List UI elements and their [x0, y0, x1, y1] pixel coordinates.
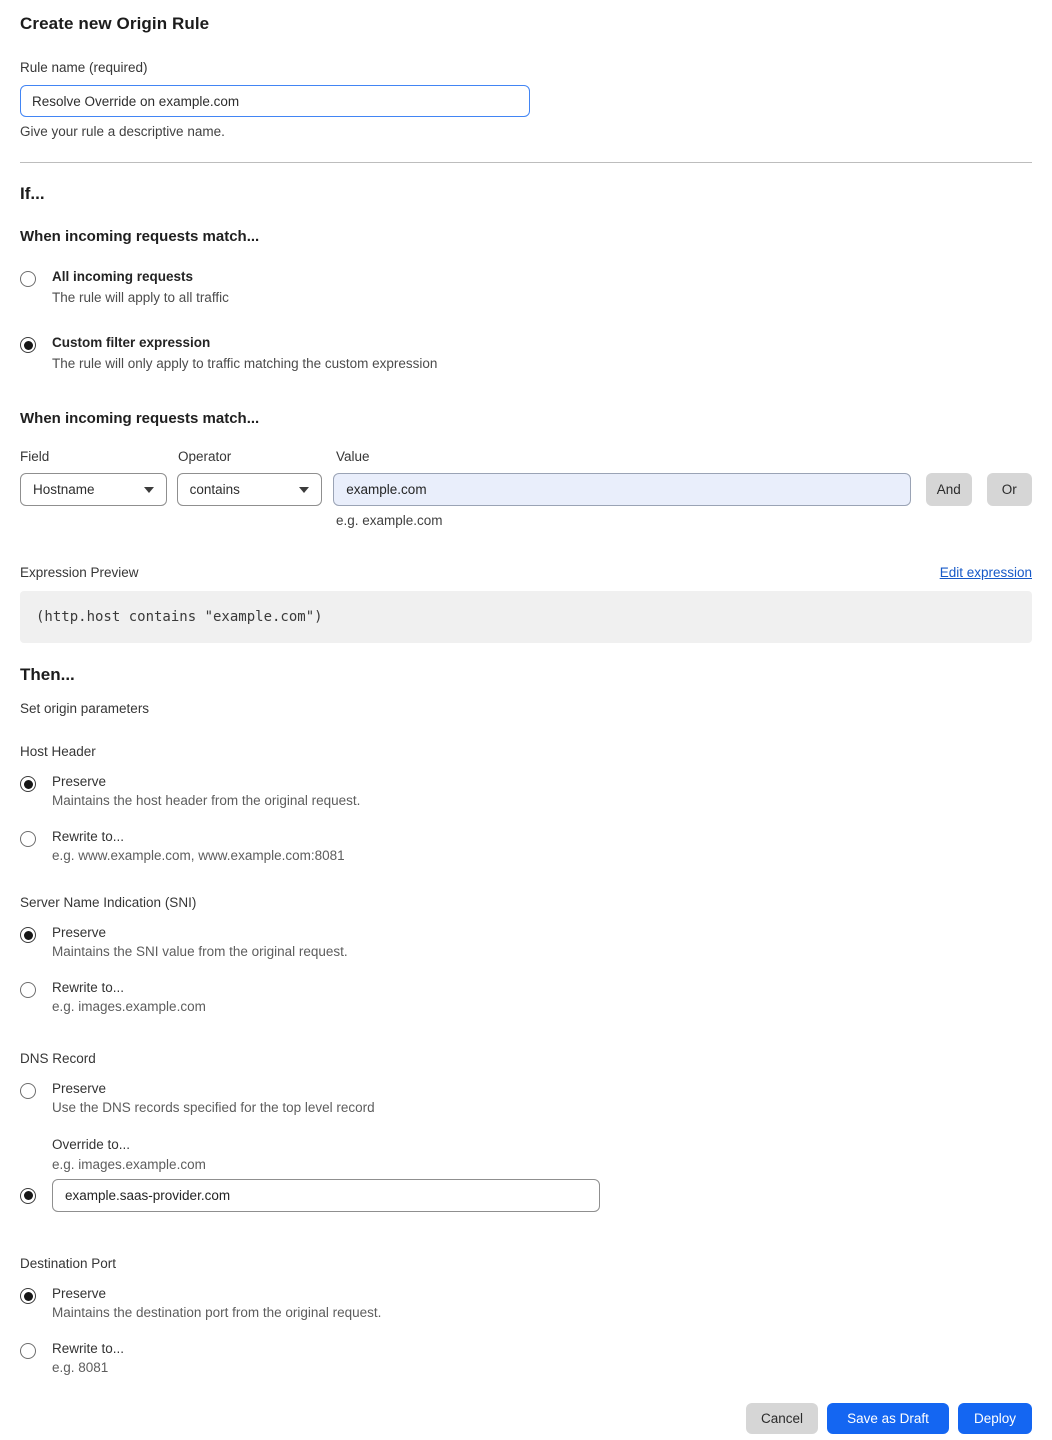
radio-text [52, 925, 348, 959]
radio-text [52, 829, 345, 863]
radio-sni-preserve[interactable] [20, 925, 1032, 959]
radio-icon[interactable] [20, 337, 36, 353]
value-hint: e.g. example.com [336, 513, 443, 528]
chevron-down-icon [299, 487, 309, 493]
operator-select[interactable] [177, 473, 323, 506]
radio-host-header-preserve[interactable] [20, 774, 1032, 808]
radio-text [52, 1286, 381, 1320]
radio-icon[interactable] [20, 271, 36, 287]
radio-text [52, 335, 437, 371]
radio-text [52, 1341, 124, 1375]
then-heading: Then... [20, 665, 75, 684]
radio-icon[interactable] [20, 776, 36, 792]
value-input[interactable] [333, 473, 911, 506]
page-title: Create new Origin Rule [20, 14, 210, 33]
radio-sni-rewrite[interactable] [20, 980, 1032, 1014]
or-button[interactable]: Or [987, 473, 1032, 506]
radio-destination-port-preserve[interactable] [20, 1286, 1032, 1320]
cancel-button[interactable]: Cancel [746, 1403, 818, 1434]
filter-column-labels [20, 449, 1032, 464]
radio-text [52, 1081, 375, 1115]
rule-name-input[interactable] [20, 85, 530, 117]
radio-option-description: Maintains the destination port from the original request. [52, 1305, 382, 1320]
radio-option-label: Preserve [52, 774, 107, 789]
dns-override-block [52, 1137, 1032, 1172]
dns-override-input[interactable] [52, 1179, 600, 1212]
radio-dns-preserve[interactable] [20, 1081, 1032, 1115]
radio-option-label: Rewrite to... [52, 829, 125, 844]
radio-icon[interactable] [20, 831, 36, 847]
if-heading: If... [20, 184, 45, 203]
radio-icon[interactable] [20, 1343, 36, 1359]
dns-record-title: DNS Record [20, 1051, 96, 1066]
radio-option-description: Maintains the host header from the original request. [52, 793, 361, 808]
radio-text [52, 980, 206, 1014]
filter-expression-row [20, 473, 1032, 506]
radio-text [52, 774, 360, 808]
chevron-down-icon [144, 487, 154, 493]
radio-option-description: e.g. images.example.com [52, 999, 206, 1014]
form-footer [20, 1403, 1032, 1434]
radio-icon[interactable] [20, 927, 36, 943]
radio-icon[interactable] [20, 1083, 36, 1099]
expression-preview-header [20, 565, 1032, 580]
radio-option-label: Preserve [52, 1286, 107, 1301]
field-select-value: Hostname [33, 482, 95, 497]
expression-code: (http.host contains "example.com") [36, 609, 323, 625]
radio-option-label: Rewrite to... [52, 1341, 125, 1356]
save-as-draft-button[interactable]: Save as Draft [827, 1403, 949, 1434]
field-select[interactable] [20, 473, 167, 506]
if-subheading: When incoming requests match... [20, 228, 260, 245]
dns-override-label: Override to... [52, 1137, 131, 1152]
rule-name-label: Rule name (required) [20, 60, 148, 75]
radio-icon[interactable] [20, 982, 36, 998]
radio-text [52, 269, 229, 305]
rule-name-help: Give your rule a descriptive name. [20, 124, 225, 139]
radio-option-label: Custom filter expression [52, 335, 211, 350]
expression-preview-box [20, 591, 1032, 643]
field-label: Field [20, 449, 50, 464]
operator-select-value: contains [189, 482, 240, 497]
radio-option-custom-filter-expression[interactable] [20, 335, 1032, 371]
filter-builder-heading: When incoming requests match... [20, 410, 260, 427]
radio-option-label: Preserve [52, 1081, 107, 1096]
radio-option-description: e.g. 8081 [52, 1360, 109, 1375]
radio-icon[interactable] [20, 1288, 36, 1304]
then-subheading: Set origin parameters [20, 701, 150, 716]
radio-option-label: Preserve [52, 925, 107, 940]
radio-host-header-rewrite[interactable] [20, 829, 1032, 863]
radio-option-all-incoming-requests[interactable] [20, 269, 1032, 305]
radio-option-description: Maintains the SNI value from the original request. [52, 944, 348, 959]
radio-option-description: The rule will only apply to traffic matching the custom expression [52, 356, 438, 371]
radio-option-label: All incoming requests [52, 269, 194, 284]
sni-title: Server Name Indication (SNI) [20, 895, 197, 910]
edit-expression-link[interactable]: Edit expression [939, 565, 1032, 580]
radio-option-description: The rule will apply to all traffic [52, 290, 229, 305]
dns-override-row [20, 1179, 1032, 1212]
radio-option-description: Use the DNS records specified for the top level record [52, 1100, 375, 1115]
dns-override-hint: e.g. images.example.com [52, 1157, 206, 1172]
value-label: Value [336, 449, 370, 464]
host-header-title: Host Header [20, 744, 96, 759]
radio-destination-port-rewrite[interactable] [20, 1341, 1032, 1375]
and-button[interactable]: And [926, 473, 971, 506]
radio-option-description: e.g. www.example.com, www.example.com:8081 [52, 848, 345, 863]
radio-icon[interactable] [20, 1188, 36, 1204]
expression-preview-label: Expression Preview [20, 565, 139, 580]
destination-port-title: Destination Port [20, 1256, 117, 1271]
radio-option-label: Rewrite to... [52, 980, 125, 995]
deploy-button[interactable]: Deploy [958, 1403, 1032, 1434]
section-divider [20, 162, 1032, 163]
operator-label: Operator [178, 449, 232, 464]
